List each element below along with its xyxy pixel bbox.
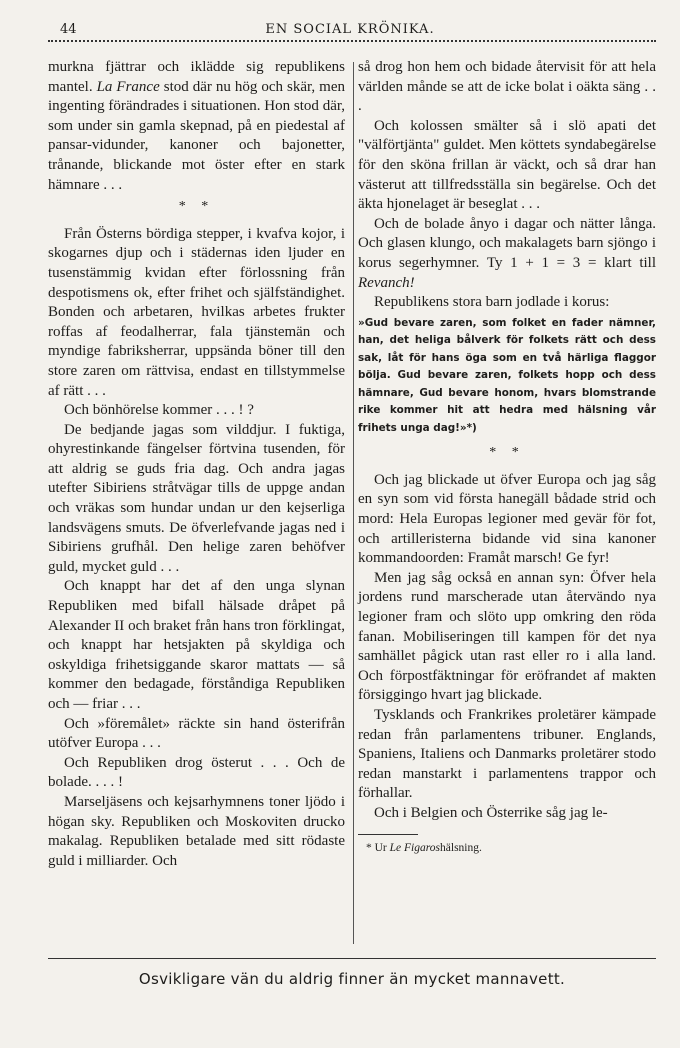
- paragraph: Marseljäsens och kejsarhymnens toner ljödo i högan sky. Republiken och Moskoviten drucko makalag. Republiken betalade med sitt rödaste guld i milliarder. Och: [48, 793, 345, 869]
- column-divider: [353, 62, 354, 944]
- paragraph: Tysklands och Frankrikes proletärer kämpade redan från parlamentens tribuner. Englands, Spaniens, Italiens och Danmarks proletärer stodo redan manstarkt i parlamentens trappor och förhallar.: [358, 706, 656, 802]
- section-stars: * *: [489, 445, 525, 461]
- paragraph: Och i Belgien och Österrike såg jag le-: [374, 804, 608, 821]
- paragraph: Men jag såg också en annan syn: Öfver hela jordens rund marscherade utan återvändo nya legioner fram och slöto upp omkring den röda fanan. Mobiliseringen till kampen för det nya samhället pågick utan rast eller ro i alla land. Och förpostfäktningar för eröfrandet af makten försiggingo hvart jag blickade.: [358, 569, 656, 704]
- paragraph: De bedjande jagas som vilddjur. I fuktiga, ohyrestinkande fängelser förtvina tusenden, för att aldrig se guds fria dag. Och andra jagas utefter Sibiriens stråtvägar tills de uppge andan och vräkas som hundar undan ur den kejserliga landsvägens smuts. De öfverlefvande jagas ned i Sibiriens grufhål. Den helige zaren behöfver guld, mycket guld . . .: [48, 421, 345, 575]
- paragraph: Och bönhörelse kommer . . . ! ?: [64, 402, 254, 419]
- page-header: [48, 22, 652, 42]
- running-title: EN SOCIAL KRÖNIKA.: [265, 22, 435, 37]
- paragraph: Och kolossen smälter så i slö apati det "välförtjänta" guldet. Men köttets syndabegärelse för den sköna frillan är väckt, och så drar han västerut att tillfredsställa sin begärelse. Och det äkta hjonelaget är beseglat . . .: [358, 117, 656, 213]
- footnote: * Ur Le Figaroshälsning.: [366, 841, 482, 854]
- footnote-rule: [358, 834, 418, 835]
- paragraph: Och Republiken drog österut . . . Och de bolade. . . . !: [48, 754, 345, 791]
- section-stars: * *: [178, 199, 215, 215]
- footer-rule: [48, 958, 656, 959]
- paragraph: Och de bolade ånyo i dagar och nätter långa. Och glasen klungo, och makalagets barn sjöngo i korus segerhymner. Ty 1 + 1 = 3 = klart till Revanch!: [358, 215, 656, 291]
- footer-motto: Osvikligare vän du aldrig finner än mycket mannavett.: [138, 970, 566, 988]
- paragraph: Från Österns bördiga stepper, i kvafva kojor, i skogarnes djup och i städernas iden ljuder en tusenstämmig kvidan efter förlossning från despotismens ok, efter frihet och själfständighet. Bonden och arbetaren, hvilkas arbetes frukter roffas af feodalherrar, fala tjänstemän och myndige fabriksherrar, uppsända böner till den store zaren om rättvisa, endast en tillstymmelse af rätt . . .: [48, 225, 345, 399]
- paragraph: så drog hon hem och bidade återvisit för att hela världen månde se att de icke bolat i oäkta säng . . .: [358, 59, 656, 115]
- italic-text: La France: [96, 78, 160, 95]
- paragraph: Och jag blickade ut öfver Europa och jag såg en syn som vid första hanegäll bådade strid och mord: Hela Europas legioner med gevär för fot, och artilleristerna bidande vid sina kanoner kommandoorden: Framåt marsch! Ge fyr!: [358, 471, 656, 567]
- right-column: [358, 58, 656, 856]
- song-quote: »Gud bevare zaren, som folket en fader nämner, han, det heliga bålverk för folkets rätt och dess sak, låt för hans öga som en två härliga flaggor bölja. Gud bevare zaren, folkets hopp och dess hämnare, Gud bevare honom, hvars blomstrande rike kommer hit att hedra med hälsning vår frihets unga dag!»*): [358, 316, 656, 434]
- paragraph: Och »föremålet» räckte sin hand österifrån utöfver Europa . . .: [48, 715, 345, 752]
- italic-text: Revanch!: [358, 274, 415, 291]
- left-column: [48, 58, 345, 871]
- header-dotted-rule: [48, 40, 656, 42]
- paragraph: murkna fjättrar och iklädde sig republikens mantel. La France stod där nu hög och skär, men ingenting förändrades i situationen. Hon stod där, som under sin gamla skepnad, på en piedestal af pansar-vidunder, kanoner och bajonetter, trånande, blickande mot öster efter en stark hämnare . . .: [48, 59, 345, 193]
- page-number: 44: [60, 22, 77, 37]
- paragraph: Republikens stora barn jodlade i korus:: [374, 294, 610, 311]
- paragraph: Och knappt har det af den unga slynan Republiken med bifall hälsade dråpet på Alexander II och braket från hans tron förklingat, och knappt har hetsjakten på skyldiga och oskyldiga frihetsiggande skaror mattats — så kommer den bedagade, förståndiga Republiken och — friar . . .: [48, 578, 345, 712]
